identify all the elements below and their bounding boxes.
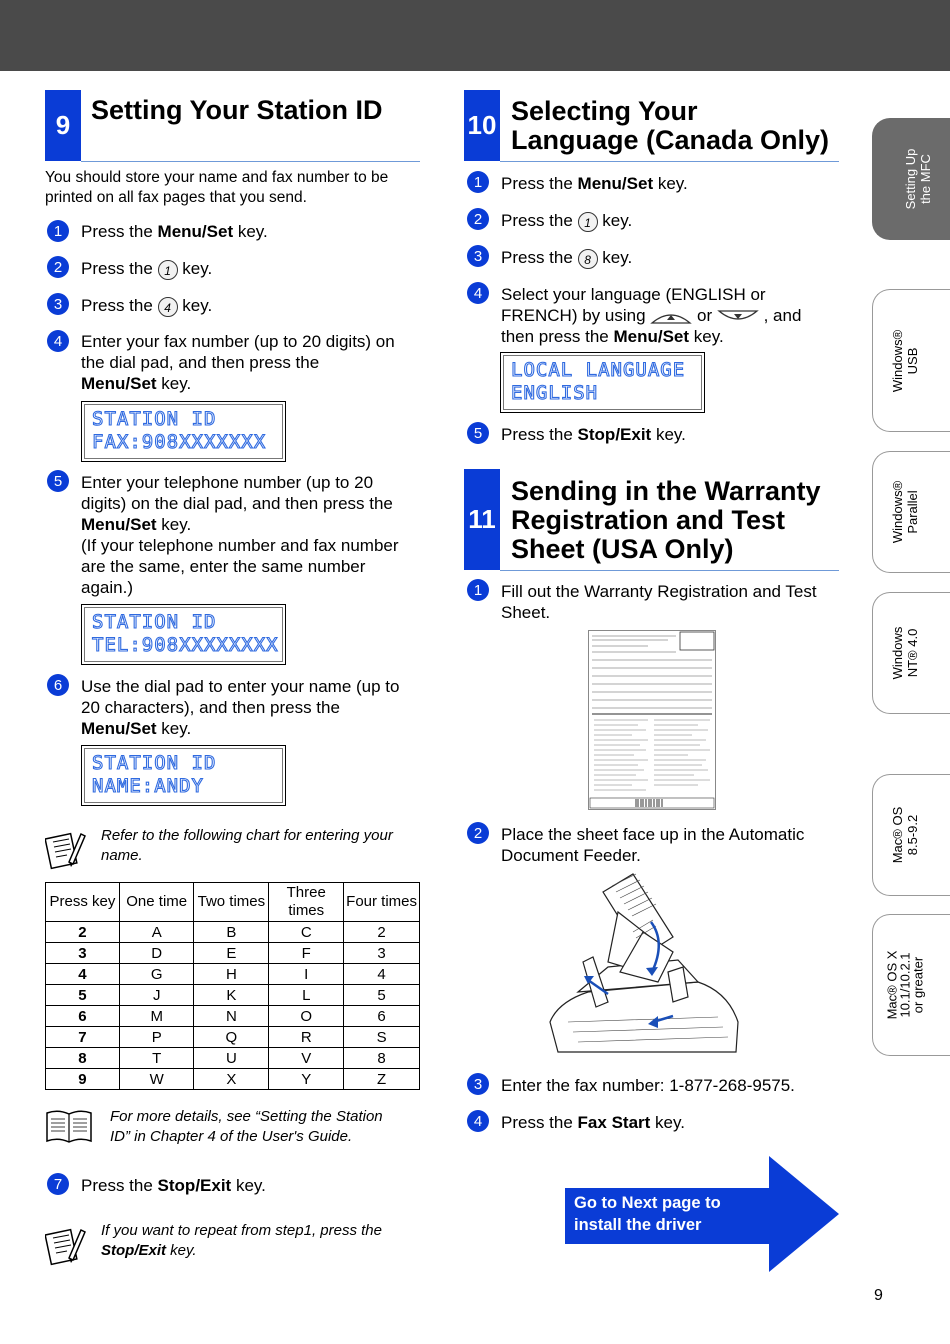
table-cell: P (119, 1027, 194, 1048)
table-cell: 7 (46, 1027, 120, 1048)
step-text: Press the Menu/Set key. (501, 174, 688, 193)
table-cell: I (269, 964, 344, 985)
table-cell: 6 (46, 1006, 120, 1027)
table-cell: W (119, 1069, 194, 1090)
step-number: 5 (467, 422, 489, 444)
page-number: 9 (874, 1287, 883, 1304)
table-row (46, 1027, 420, 1048)
table-row (46, 964, 420, 985)
table-cell: K (194, 985, 269, 1006)
lcd-display (81, 745, 286, 806)
note-pencil-icon (45, 1224, 87, 1266)
table-cell: R (269, 1027, 344, 1048)
table-header: Press key (46, 883, 120, 922)
dial-key-icon: 1 (158, 260, 178, 280)
tab-label: Setting Up the MFC (903, 148, 933, 210)
tab-setting-up-the-mfc[interactable] (872, 118, 950, 240)
next-page-button-label[interactable]: Go to Next page to install the driver (574, 1194, 721, 1234)
table-cell: B (194, 922, 269, 943)
tab-label: Windows® Parallel (890, 480, 920, 544)
table-row (46, 943, 420, 964)
lcd-line: STATION ID (92, 611, 217, 633)
document-feeder-illustration (548, 872, 743, 1054)
table-cell: U (194, 1048, 269, 1069)
warranty-form-image (588, 630, 716, 810)
section-9-number: 9 (45, 90, 81, 161)
lcd-display (500, 352, 705, 413)
table-cell: H (194, 964, 269, 985)
table-cell: J (119, 985, 194, 1006)
table-cell: E (194, 943, 269, 964)
note-chart-text: Refer to the following chart for entering your name. (101, 827, 393, 864)
table-cell: 8 (344, 1048, 420, 1069)
step-text: Place the sheet face up in the Automatic Document Feeder. (501, 825, 805, 865)
table-cell: 9 (46, 1069, 120, 1090)
step-text: Use the dial pad to enter your name (up to 20 characters), and then press the Menu/Set key. (81, 677, 400, 738)
tab-windows-nt[interactable] (872, 592, 950, 714)
up-arrow-key-icon (650, 309, 692, 325)
section-10-rule (500, 161, 839, 162)
note-book-text: For more details, see “Setting the Station ID” in Chapter 4 of the User's Guide. (110, 1108, 383, 1145)
table-cell: S (344, 1027, 420, 1048)
table-cell: 8 (46, 1048, 120, 1069)
step-number: 1 (467, 579, 489, 601)
table-cell: 6 (344, 1006, 420, 1027)
step-text: Press the 4 key. (81, 296, 213, 315)
table-cell: G (119, 964, 194, 985)
step-number: 3 (467, 245, 489, 267)
tab-windows-parallel[interactable] (872, 451, 950, 573)
table-header: Two times (194, 883, 269, 922)
step-text: Press the Stop/Exit key. (501, 425, 686, 444)
table-cell: Q (194, 1027, 269, 1048)
note-pencil-icon (45, 828, 87, 870)
table-cell: L (269, 985, 344, 1006)
table-row (46, 1069, 420, 1090)
table-cell: Z (344, 1069, 420, 1090)
table-cell: Y (269, 1069, 344, 1090)
step-text: Enter the fax number: 1-877-268-9575. (501, 1076, 795, 1095)
dial-key-icon: 4 (158, 297, 178, 317)
tab-windows-usb[interactable] (872, 289, 950, 432)
table-cell: T (119, 1048, 194, 1069)
character-chart-table (45, 882, 420, 1090)
step-number: 4 (47, 330, 69, 352)
step-number: 2 (467, 822, 489, 844)
table-cell: 4 (344, 964, 420, 985)
step-number: 4 (467, 282, 489, 304)
tab-label: Mac® OS 8.5-9.2 (890, 806, 920, 864)
table-cell: 2 (344, 922, 420, 943)
lcd-line: NAME:ANDY (92, 775, 204, 797)
note-repeat-text: If you want to repeat from step1, press the Stop/Exit key. (101, 1222, 382, 1259)
table-row (46, 1048, 420, 1069)
table-cell: F (269, 943, 344, 964)
section-11-rule (500, 570, 839, 571)
tab-mac-os-x[interactable] (872, 914, 950, 1056)
step-text: Fill out the Warranty Registration and Test Sheet. (501, 582, 817, 622)
table-cell: 4 (46, 964, 120, 985)
top-banner (0, 0, 950, 71)
table-cell: N (194, 1006, 269, 1027)
step-text: Press the Fax Start key. (501, 1113, 685, 1132)
table-cell: O (269, 1006, 344, 1027)
table-cell: 3 (344, 943, 420, 964)
section-10-title: Selecting Your Language (Canada Only) (511, 96, 830, 155)
step-text: Enter your fax number (up to 20 digits) on the dial pad, and then press the Menu/Set key. (81, 332, 395, 393)
tab-mac-os-8-9[interactable] (872, 774, 950, 896)
step-number: 3 (47, 293, 69, 315)
table-cell: 5 (344, 985, 420, 1006)
table-cell: C (269, 922, 344, 943)
table-header: One time (119, 883, 194, 922)
tab-label: Mac® OS X 10.1/10.2.1 or greater (884, 950, 926, 1020)
table-row (46, 922, 420, 943)
table-cell: 5 (46, 985, 120, 1006)
table-cell: X (194, 1069, 269, 1090)
tab-label: Windows® USB (890, 329, 920, 392)
table-cell: M (119, 1006, 194, 1027)
step-text: Press the Menu/Set key. (81, 222, 268, 241)
step-number: 3 (467, 1073, 489, 1095)
lcd-line: TEL:908XXXXXXXX (92, 634, 279, 656)
step-number: 1 (47, 220, 69, 242)
lcd-line: ENGLISH (511, 382, 599, 404)
step-number: 5 (47, 470, 69, 492)
table-header: Three times (269, 883, 344, 922)
section-9-title: Setting Your Station ID (91, 95, 383, 125)
section-11-number: 11 (464, 469, 500, 570)
table-row (46, 1006, 420, 1027)
lcd-line: STATION ID (92, 408, 217, 430)
section-10-number: 10 (464, 90, 500, 161)
table-header: Four times (344, 883, 420, 922)
step-number: 4 (467, 1110, 489, 1132)
table-header-row (46, 883, 420, 922)
lcd-display (81, 604, 286, 665)
table-cell: 2 (46, 922, 120, 943)
table-cell: V (269, 1048, 344, 1069)
lcd-display (81, 401, 286, 462)
table-cell: D (119, 943, 194, 964)
step-text: Select your language (ENGLISH or FRENCH) by using or , and then press the Menu/Set key. (501, 285, 802, 346)
lcd-line: FAX:908XXXXXXX (92, 431, 267, 453)
step-number: 2 (467, 208, 489, 230)
lcd-line: LOCAL LANGUAGE (511, 359, 686, 381)
section-9-intro: You should store your name and fax number to be printed on all fax pages that you send. (45, 169, 389, 206)
step-text: Press the 1 key. (81, 259, 213, 278)
step-number: 2 (47, 256, 69, 278)
step-text: Enter your telephone number (up to 20 digits) on the dial pad, and then press the Menu/Set key. (If your telephone number and fax number are the same, enter the same number again.) (81, 473, 399, 597)
step-text: Press the 8 key. (501, 248, 633, 267)
tab-label: Windows NT® 4.0 (890, 626, 920, 680)
dial-key-icon: 1 (578, 212, 598, 232)
step-number: 6 (47, 674, 69, 696)
section-11-title: Sending in the Warranty Registration and Test Sheet (USA Only) (511, 476, 821, 564)
table-row (46, 985, 420, 1006)
dial-key-icon: 8 (578, 249, 598, 269)
step-number: 7 (47, 1173, 69, 1195)
table-cell: 3 (46, 943, 120, 964)
section-9-rule (81, 161, 420, 162)
down-arrow-key-icon (717, 309, 759, 325)
table-cell: A (119, 922, 194, 943)
lcd-line: STATION ID (92, 752, 217, 774)
step-text: Press the 1 key. (501, 211, 633, 230)
step-number: 1 (467, 171, 489, 193)
book-icon (45, 1109, 93, 1145)
step-text: Press the Stop/Exit key. (81, 1176, 266, 1195)
